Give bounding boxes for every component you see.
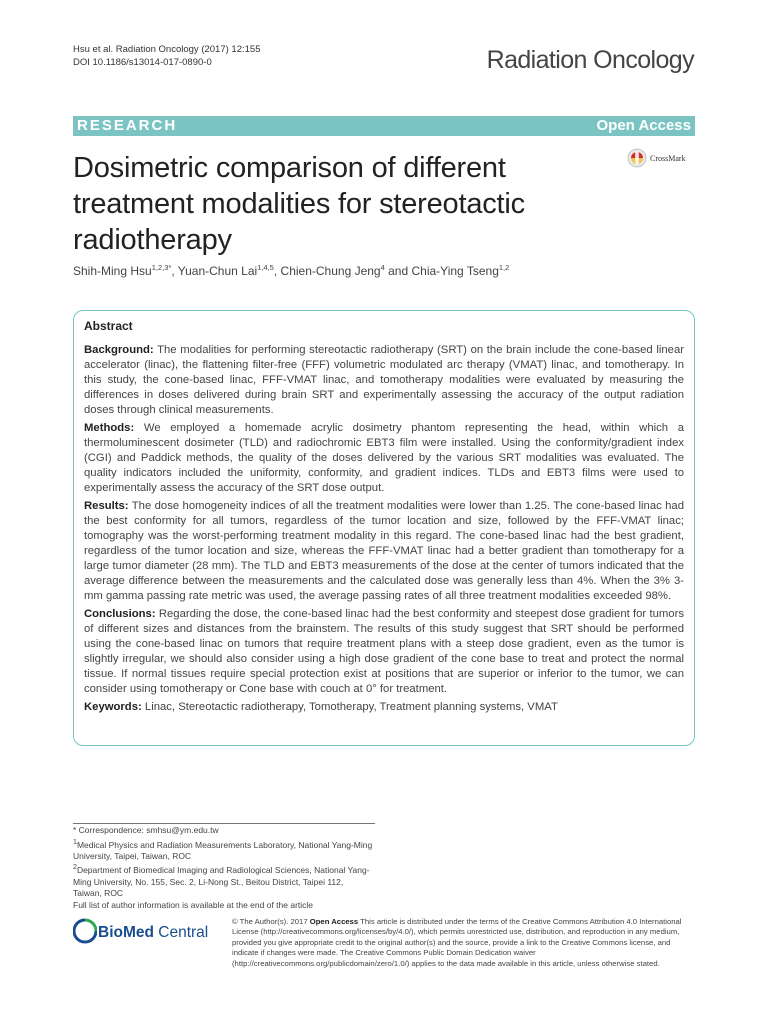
article-title: Dosimetric comparison of different treatment modalities for stereotactic radiotherapy bbox=[73, 152, 525, 256]
correspondence-line[interactable]: * Correspondence: smhsu@ym.edu.tw bbox=[73, 825, 219, 835]
affiliation-text: Medical Physics and Radiation Measurements Laboratory, National Yang-Ming University, Taipei, Taiwan, ROC bbox=[73, 839, 373, 861]
author-affiliation: 1,2 bbox=[498, 263, 510, 272]
biomed-central-icon bbox=[73, 918, 97, 944]
abstract-methods bbox=[84, 421, 684, 496]
citation-header bbox=[73, 43, 260, 69]
section-text: We employed a homemade acrylic dosimetry phantom representing the head, within which a thermoluminescent dosimeter (TLD) and radiochromic EBT3 film were installed. Using the conformity/gradient index (CGI) and Paddick methods, the quality of the doses delivered by the various SRT modalities was evaluated. The quality indicators included the uniformity, conformity, and gradient indices. TLDs and EBT3 films were used to experimentally assess the accuracy of the SRT dose output. bbox=[84, 422, 684, 494]
section-text: The modalities for performing stereotactic radiotherapy (SRT) on the brain include the cone-based linear accelerator (linac), the flattening filter-free (FFF) volumetric modulated arc therapy (VMAT) linac, and tomotherapy. In this study, the cone-based linac, FFF-VMAT linac, and tomotherapy modalities were evaluated by measuring the differences in doses delivered during brain SRT and experimentally assessing the accuracy of the output radiation doses through clinical measurements. bbox=[84, 344, 684, 416]
section-text: The dose homogeneity indices of all the treatment modalities were lower than 1.25. The cone-based linac had the best conformity for all tumors, regardless of the tumor location and size, followed by the FFF-VMAT linac; tomography was the worst-performing treatment modality in this regard. The cone-based linac had the best gradient, regardless of the tumor location and size, whereas the FFF-VMAT linac had a better gradient than tomotherapy for a large tumor diameter (28 mm). The TLD and EBT3 measurements of the dose at the center of tumors indicated that the average difference between the measurements and the calculated dose was generally less than 4%. When the 3% 3-mm gamma passing rate metric was used, the average passing rates of all three treatment modalities exceeded 98%. bbox=[84, 500, 685, 602]
crossmark-icon bbox=[627, 148, 697, 168]
author-name[interactable]: Yuan-Chun Lai bbox=[177, 264, 258, 278]
crossmark-label: CrossMark bbox=[650, 154, 686, 163]
section-text: Linac, Stereotactic radiotherapy, Tomotherapy, Treatment planning systems, VMAT bbox=[144, 701, 558, 713]
abstract-box bbox=[73, 310, 695, 746]
affiliation-text: Department of Biomedical Imaging and Radiological Sciences, National Yang-Ming University, No. 155, Sec. 2, Li-Nong St., Beitou District, Taipei 112, Taiwan, ROC bbox=[73, 865, 370, 899]
author-list bbox=[73, 263, 509, 278]
author-affiliation: 1,2,3* bbox=[151, 263, 172, 272]
article-type-label: RESEARCH bbox=[77, 117, 178, 134]
author-separator: , bbox=[273, 264, 281, 278]
author-name[interactable]: Shih-Ming Hsu bbox=[73, 264, 152, 278]
copyright-text: © The Author(s). 2017 bbox=[232, 917, 310, 926]
journal-name: Radiation Oncology bbox=[486, 46, 694, 74]
abstract-background bbox=[84, 343, 684, 418]
section-text: Regarding the dose, the cone-based linac had the best conformity and steepest dose gradient for tumors of different sizes and distances from the brainstem. The results of this study suggest that SRT should be performed using the cone-based linac on tumors that require treatment plans with a steep dose gradient, even as the tumor is slightly irregular, we should also consider using a high dose gradient of the cone base to treat and protect the normal tissue. If normal tissues require special protection exist at positions that are superior or inferior to the tumor, we can consider using tomotherapy or Cone base with couch at 0° for treatment. bbox=[84, 608, 684, 695]
section-label: Conclusions: bbox=[84, 608, 156, 620]
affiliation-number: 1 bbox=[73, 837, 77, 846]
author-name[interactable]: Chia-Ying Tseng bbox=[411, 264, 499, 278]
full-author-info-note: Full list of author information is available at the end of the article bbox=[73, 899, 314, 910]
section-label: Results: bbox=[84, 500, 129, 512]
abstract-heading: Abstract bbox=[84, 319, 133, 333]
section-label: Methods: bbox=[84, 422, 135, 434]
doi-line[interactable]: DOI 10.1186/s13014-017-0890-0 bbox=[73, 57, 212, 68]
article-type-banner bbox=[73, 116, 695, 136]
affiliation-1 bbox=[73, 837, 373, 863]
author-separator: and bbox=[384, 264, 412, 278]
affiliation-number: 2 bbox=[73, 863, 77, 872]
publisher-name bbox=[98, 924, 208, 942]
abstract-keywords bbox=[84, 700, 684, 715]
license-text: This article is distributed under the terms of the Creative Commons Attribution 4.0 International License (http://creativecommons.org/licenses/by/4.0/), which permits unrestricted use, distribution, and reproduction in any medium, provided you give appropriate credit to the original author(s) and the source, provide a link to the Creative Commons license, and indicate if changes were made. The Creative Commons Public Domain Dedication waiver (http://creativecommons.org/publicdomain/zero/1.0/) applies to the data made available in this article, unless otherwise stated. bbox=[232, 917, 682, 968]
open-access-label: Open Access bbox=[596, 117, 691, 134]
affiliation-2 bbox=[73, 862, 373, 899]
citation-line: Hsu et al. Radiation Oncology (2017) 12:155 bbox=[73, 44, 261, 55]
author-affiliation: 1,4,5 bbox=[257, 263, 274, 272]
publisher-name-light: Central bbox=[153, 924, 209, 941]
footnotes bbox=[73, 825, 373, 911]
author-separator: , bbox=[171, 264, 178, 278]
publisher-name-bold: BioMed bbox=[98, 924, 154, 941]
license-statement bbox=[232, 917, 697, 969]
author-affiliation: 4 bbox=[380, 263, 385, 272]
author-name[interactable]: Chien-Chung Jeng bbox=[280, 264, 381, 278]
abstract-results bbox=[84, 499, 684, 604]
crossmark-badge[interactable] bbox=[627, 148, 697, 168]
footnote-divider bbox=[73, 823, 375, 824]
open-access-text: Open Access bbox=[309, 917, 359, 926]
section-label: Keywords: bbox=[84, 701, 142, 713]
section-label: Background: bbox=[84, 344, 154, 356]
abstract-conclusions bbox=[84, 607, 684, 697]
